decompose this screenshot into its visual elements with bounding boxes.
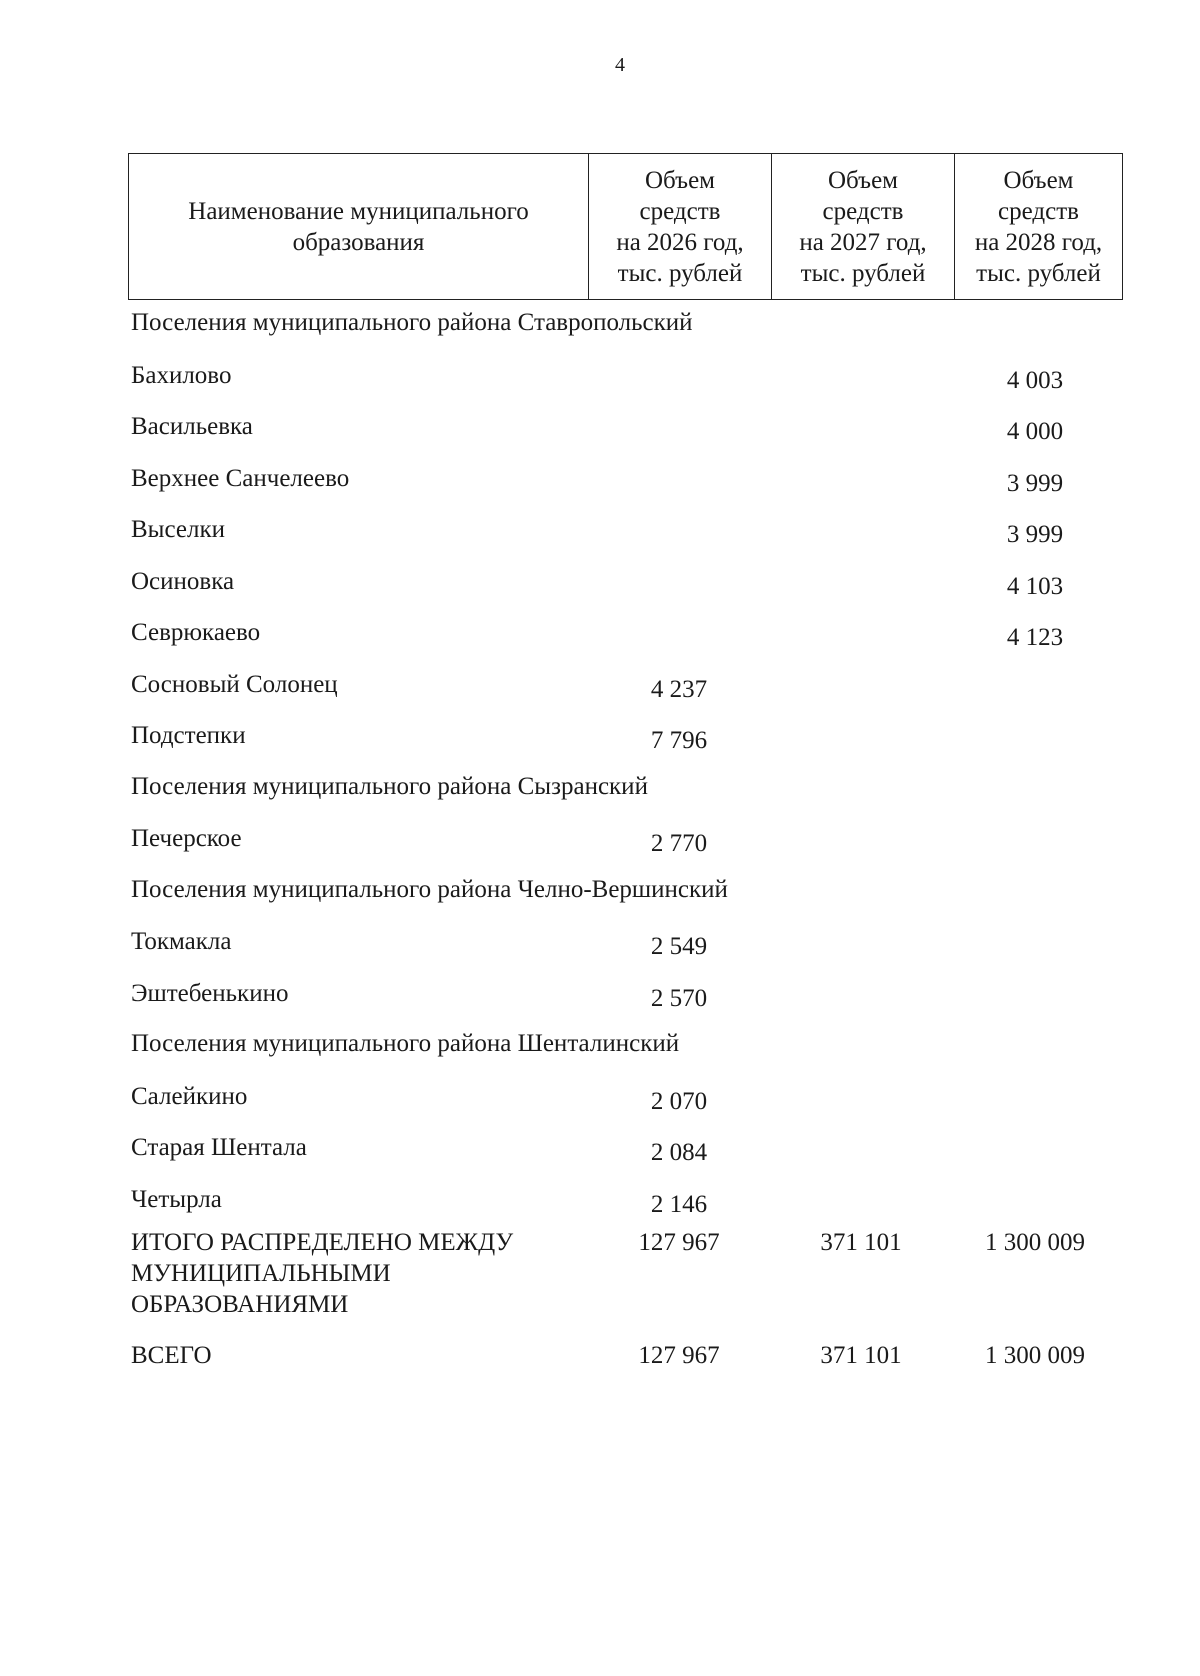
grand-total-row — [0, 1340, 1200, 1392]
group-heading-row — [0, 300, 1200, 352]
value-2026: 127 967 — [638, 1342, 720, 1369]
table-row — [0, 1124, 1200, 1176]
row-name: Севрюкаево — [131, 619, 261, 646]
value-2028: 1 300 009 — [985, 1342, 1085, 1369]
value-2026: 2 070 — [650, 1087, 708, 1115]
value-2027: 371 101 — [820, 1342, 902, 1369]
table-row — [0, 352, 1200, 404]
value-2026: 2 549 — [650, 933, 708, 960]
row-name: Подстепки — [131, 722, 246, 749]
value-2028: 4 003 — [1006, 366, 1064, 394]
row-name: Токмакла — [131, 928, 232, 955]
value-2028: 3 999 — [1006, 521, 1064, 548]
row-name: Эштебенькино — [131, 979, 289, 1007]
row-name: Салейкино — [131, 1082, 248, 1110]
value-2026: 4 237 — [650, 675, 708, 703]
value-2026: 2 146 — [650, 1190, 708, 1218]
value-2028: 1 300 009 — [985, 1229, 1085, 1256]
table-header — [128, 153, 1123, 300]
group-heading-row — [0, 867, 1200, 919]
value-2028: 4 000 — [1006, 418, 1064, 445]
table-body — [0, 300, 1200, 1392]
value-2028: 4 103 — [1006, 572, 1064, 600]
header-2027-line: тыс. рублей — [800, 259, 926, 287]
value-2028: 3 999 — [1006, 469, 1064, 497]
row-name: Выселки — [131, 516, 225, 543]
table-row — [0, 506, 1200, 558]
page-number: 4 — [615, 54, 625, 76]
group-heading-row — [0, 1021, 1200, 1073]
subtotal-row — [0, 1227, 1200, 1340]
value-2026: 2 570 — [650, 984, 708, 1012]
header-volume-2028 — [955, 154, 1123, 300]
header-2027-line: на 2027 год, — [799, 228, 927, 256]
row-name: Четырла — [131, 1185, 222, 1213]
table-row — [0, 609, 1200, 661]
table-row — [0, 970, 1200, 1022]
table-row — [0, 1073, 1200, 1125]
row-name: Поселения муниципального района Шенталинский — [131, 1030, 680, 1057]
header-2027-line: средств — [822, 197, 904, 225]
table-row — [0, 815, 1200, 867]
table-row — [0, 1176, 1200, 1228]
row-name: ВСЕГО — [131, 1342, 212, 1369]
table-row — [0, 558, 1200, 610]
header-volume-2026 — [589, 154, 772, 300]
value-2026: 127 967 — [638, 1229, 720, 1256]
row-name: Печерское — [131, 825, 242, 852]
header-2026-line: тыс. рублей — [617, 259, 743, 287]
header-municipality-name: Наименование муниципального образования — [129, 154, 589, 300]
header-2026-line: Объем — [645, 166, 715, 194]
value-2026: 2 770 — [650, 830, 708, 857]
row-name: Поселения муниципального района Сызранский — [131, 772, 648, 800]
row-name: Поселения муниципального района Челно-Вершинский — [131, 875, 728, 903]
row-name: ИТОГО РАСПРЕДЕЛЕНО МЕЖДУ МУНИЦИПАЛЬНЫМИ ОБРАЗОВАНИЯМИ — [131, 1229, 514, 1318]
table-row — [0, 712, 1200, 764]
group-heading-row — [0, 764, 1200, 816]
row-name: Васильевка — [131, 413, 253, 440]
table-row — [0, 403, 1200, 455]
table-row — [0, 455, 1200, 507]
value-2026: 2 084 — [650, 1139, 708, 1166]
header-2028-line: средств — [998, 197, 1079, 225]
value-2027: 371 101 — [820, 1229, 902, 1256]
row-name: Бахилово — [131, 361, 232, 389]
table-row — [0, 661, 1200, 713]
header-2028-line: тыс. рублей — [976, 259, 1101, 287]
row-name: Поселения муниципального района Ставропольский — [131, 309, 693, 336]
value-2028: 4 123 — [1006, 624, 1064, 651]
value-2026: 7 796 — [650, 727, 708, 754]
row-name: Сосновый Солонец — [131, 670, 338, 698]
header-volume-2027 — [772, 154, 955, 300]
header-2026-line: средств — [639, 197, 721, 225]
header-2028-line: Объем — [1003, 166, 1074, 194]
table-row — [0, 918, 1200, 970]
header-2028-line: на 2028 год, — [974, 228, 1103, 256]
header-2027-line: Объем — [828, 166, 898, 194]
row-name: Верхнее Санчелеево — [131, 464, 350, 492]
row-name: Осиновка — [131, 567, 235, 595]
row-name: Старая Шентала — [131, 1134, 307, 1161]
header-2026-line: на 2026 год, — [616, 228, 744, 256]
